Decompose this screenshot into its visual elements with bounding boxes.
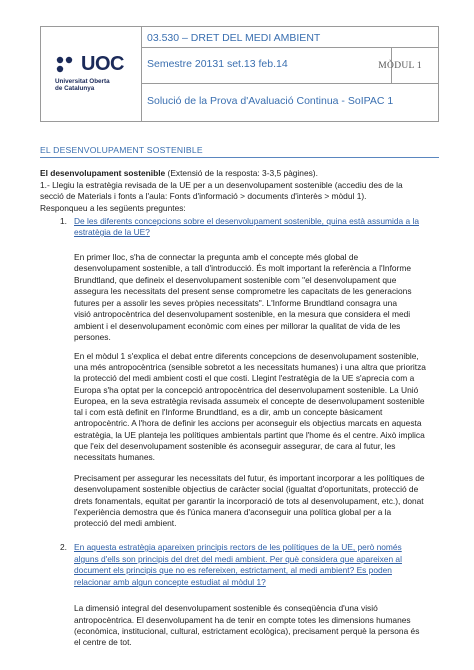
document-title: Solució de la Prova d'Avaluació Continua - SoIPAC 1 — [147, 95, 394, 107]
p2-line: En el mòdul 1 s'explica el debat entre diferents concepcions de desenvolupament sostenible, — [74, 351, 419, 361]
semester-label: Semestre 20131 set.13 feb.14 — [147, 58, 288, 70]
intro-line-4: Responqueu a les següents preguntes: — [40, 203, 186, 213]
p4-line: (econòmica, institucional, cultural, estrictament ecològica), precisament perquè la persona és — [74, 626, 420, 636]
p3-line: desenvolupament sostenible objectius de caràcter social (igualtat d'oportunitats, protecció de — [74, 484, 419, 494]
p4-line: La dimensió integral del desenvolupament sostenible és conseqüència d'una visió — [74, 603, 378, 613]
p2-line: estratègia, la UE planteja les polítiques ambientals partint que l'home és el centre. Això implica — [74, 430, 425, 440]
p4-line: antropocèntrica. El desenvolupament ha de tenir en compte totes les dimensions humanes — [74, 615, 411, 625]
logo-subtitle: Universitat Oberta de Catalunya — [55, 78, 110, 92]
q2-line-1: En aquesta estratègia apareixen principis rectors de les polítiques de la UE, però només — [74, 542, 402, 552]
p2-line: que l'eix del desenvolupament sostenible és aconseguir assegurar, de cara al futur, les — [74, 441, 396, 451]
p1-line: desenvolupament sostenible, a tall d'introducció. És molt important la referència a l'Informe — [74, 263, 411, 273]
p3-line: l'experiència demostra que és l'única manera d'aconseguir una política global per a la — [74, 507, 392, 517]
course-title: 03.530 – DRET DEL MEDI AMBIENT — [147, 32, 321, 44]
module-label: MÒDUL 1 — [378, 61, 422, 71]
q2-number: 2. — [60, 542, 67, 552]
p1-line: persones. — [74, 332, 111, 342]
header-table — [40, 26, 439, 122]
intro-line-2: 1.- Llegiu la estratègia revisada de la UE per a un desenvolupament sostenible (accediu des de la — [40, 180, 403, 190]
p2-line: necessitats humanes. — [74, 452, 156, 462]
p1-line: Brundtland, que defineix el desenvolupament sostenible com "el desenvolupament que — [74, 275, 397, 285]
q1-line-2: estratègia de la UE? — [74, 227, 150, 237]
p3-line: Precisament per assegurar les necessitats del futur, és important incorporar a les polítiques de — [74, 473, 425, 483]
intro-rest: (Extensió de la resposta: 3-3,5 pàgines). — [165, 168, 318, 178]
q2-line-3: document els principis que no es refereixen, estrictament, al medi ambient? Es poden — [74, 565, 392, 575]
p1-line: visió antropocèntrica del desenvolupament sostenible, en la mesura que considera el medi — [74, 309, 411, 319]
p1-line: assegura les necessitats del present sense comprometre les capacitats de les generacions — [74, 286, 412, 296]
intro-bold: El desenvolupament sostenible — [40, 168, 166, 178]
p2-line: Europa s'ha optat per la concepció antropocèntrica del desenvolupament sostenible. La Unió — [74, 385, 419, 395]
p2-line: tal i com està definit en l'Informe Brundtland, es a dir, amb un concepte bàsicament — [74, 407, 383, 417]
intro-line-1 — [40, 168, 318, 180]
p1-line: futures per a assolir les seves pròpies necessitats". L'Informe Brundtland consagra una — [74, 298, 397, 308]
p2-line: la protecció del medi ambient costi el que costi. Llegint l'estratègia de la UE s'aprecia com a — [74, 373, 415, 383]
p3-line: drets fonamentals, equitat per garantir la incorporació de tots al desenvolupament, etc.), donat — [74, 496, 424, 506]
semester-row — [141, 47, 438, 84]
q1-number: 1. — [60, 216, 67, 226]
logo-name: UOC — [81, 53, 124, 75]
section-title: EL DESENVOLUPAMENT SOSTENIBLE — [40, 145, 203, 155]
p2-line: Europea, en la seva estratègia revisada assumeix el concepte de desenvolupament sostenible — [74, 396, 425, 406]
p1-line: En primer lloc, s'ha de connectar la pregunta amb el concepte més global de — [74, 252, 359, 262]
title-row — [141, 83, 438, 121]
uoc-dots-icon — [55, 55, 81, 77]
logo-cell — [41, 27, 142, 121]
p1-line: ambient i el desenvolupament econòmic com eines per millorar la qualitat de vida de les — [74, 321, 401, 331]
q2-line-2: alguns d'ells son principis del dret del medi ambient. Per què considera que apareixen al — [74, 554, 402, 564]
p2-line: una més antropocèntrica (sensible sobretot a les necessitats humanes) i una altra que prioritza — [74, 362, 426, 372]
q2-line-4: relacionar amb algun concepte estudiat al mòdul 1? — [74, 577, 266, 587]
q1-line-1: De les diferents concepcions sobre el desenvolupament sostenible, quina està assumida a la — [74, 216, 419, 226]
course-row — [141, 27, 438, 48]
section-rule — [40, 157, 439, 158]
intro-line-3: secció de Materials i fonts a l'aula: Fonts d'informació > documents d'interès > mòdul 1). — [40, 191, 367, 201]
p3-line: protecció del medi ambient. — [74, 518, 177, 528]
p4-line: el centre de tot. — [74, 637, 132, 647]
p2-line: antropocèntric. A l'hora de definir les accions per aconseguir els objectius marcats en aquesta — [74, 418, 422, 428]
uoc-logo — [55, 55, 131, 99]
